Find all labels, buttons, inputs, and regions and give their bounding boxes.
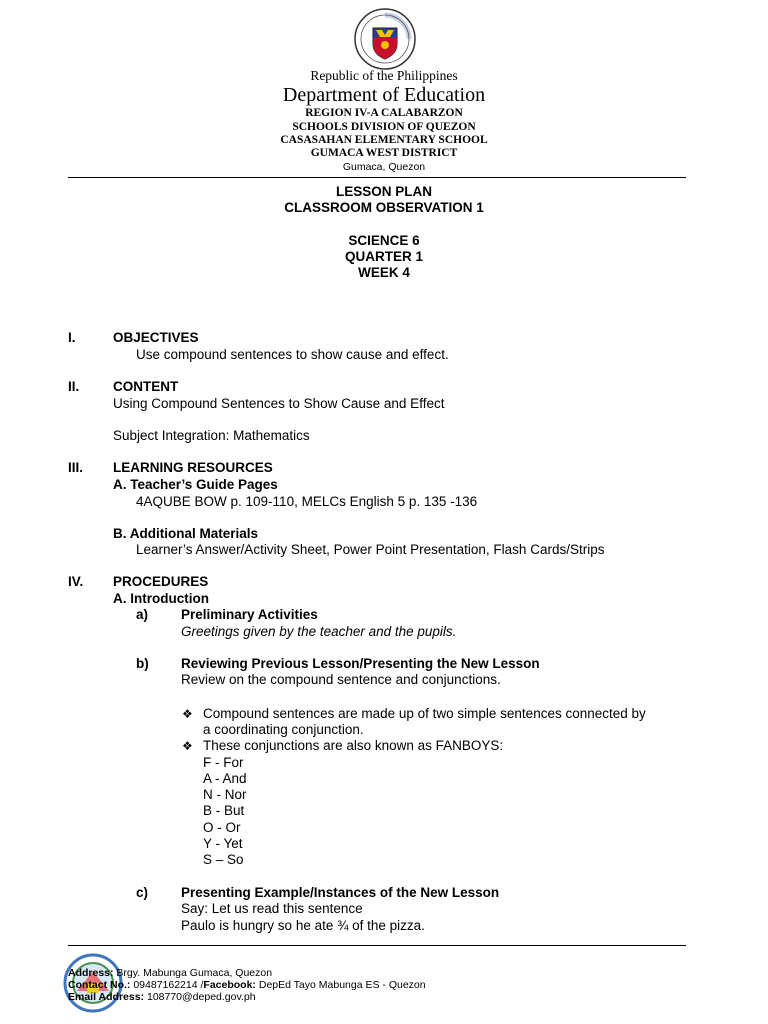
fanboys-item: A - And <box>203 771 247 786</box>
observation-title: CLASSROOM OBSERVATION 1 <box>284 200 484 215</box>
reviewing-text: Review on the compound sentence and conjunctions. <box>181 672 501 687</box>
reviewing-title: Reviewing Previous Lesson/Presenting the New Lesson <box>181 656 540 671</box>
quarter-title: QUARTER 1 <box>344 249 423 264</box>
region-line: REGION IV-A CALABARZON <box>305 107 463 119</box>
bullet-text: a coordinating conjunction. <box>203 722 364 737</box>
district-line: GUMACA WEST DISTRICT <box>310 147 458 159</box>
division-line: SCHOOLS DIVISION OF QUEZON <box>292 121 476 133</box>
section-number: II. <box>68 379 80 394</box>
address-value: Brgy. Mabunga Gumaca, Quezon <box>113 967 273 979</box>
bullet-text: These conjunctions are also known as FANBOYS: <box>203 738 504 753</box>
additional-materials-text: Learner’s Answer/Activity Sheet, Power Point Presentation, Flash Cards/Strips <box>136 542 605 557</box>
republic-line: Republic of the Philippines <box>310 68 458 83</box>
example-sentence: Paulo is hungry so he ate ¾ of the pizza. <box>181 918 425 933</box>
location-line: Gumaca, Quezon <box>342 161 426 173</box>
subject-integration: Subject Integration: Mathematics <box>113 428 310 443</box>
email-label: Email Address: <box>68 991 145 1003</box>
fanboys-item: O - Or <box>203 820 241 835</box>
objectives-heading: OBJECTIVES <box>113 330 199 345</box>
fanboys-item: Y - Yet <box>203 836 243 851</box>
header-divider <box>68 177 686 178</box>
item-label: a) <box>136 607 149 622</box>
deped-seal-icon <box>354 8 416 70</box>
diamond-bullet-icon: ❖ <box>182 707 193 721</box>
fanboys-item: F - For <box>203 755 244 770</box>
facebook-value: DepEd Tayo Mabunga ES - Quezon <box>255 979 426 991</box>
item-label: b) <box>136 656 149 671</box>
preliminary-title: Preliminary Activities <box>181 607 318 622</box>
section-number: I. <box>68 330 76 345</box>
presenting-title: Presenting Example/Instances of the New Lesson <box>181 885 500 900</box>
school-line: CASASAHAN ELEMENTARY SCHOOL <box>280 134 488 146</box>
address-label: Address: <box>68 967 114 979</box>
fanboys-item: S – So <box>203 852 244 867</box>
bullet-text: Compound sentences are made up of two simple sentences connected by <box>203 706 646 721</box>
content-text: Using Compound Sentences to Show Cause and Effect <box>113 396 445 411</box>
contact-value: 09487162214 / <box>130 979 204 991</box>
facebook-label: Facebook: <box>203 979 256 991</box>
section-number: III. <box>68 460 84 475</box>
objectives-text: Use compound sentences to show cause and effect. <box>136 347 449 362</box>
presenting-text: Say: Let us read this sentence <box>181 901 363 916</box>
teachers-guide-heading: A. Teacher’s Guide Pages <box>113 477 278 492</box>
preliminary-text: Greetings given by the teacher and the pupils. <box>181 624 457 639</box>
diamond-bullet-icon: ❖ <box>182 739 193 753</box>
lesson-plan-title: LESSON PLAN <box>335 184 432 199</box>
item-label: c) <box>136 885 149 900</box>
additional-materials-heading: B. Additional Materials <box>113 526 259 541</box>
subject-title: SCIENCE 6 <box>348 233 420 248</box>
fanboys-item: N - Nor <box>203 787 247 802</box>
resources-heading: LEARNING RESOURCES <box>113 460 273 475</box>
email-value: 108770@deped.gov.ph <box>144 991 256 1003</box>
footer-divider <box>68 945 686 946</box>
procedures-heading: PROCEDURES <box>113 574 209 589</box>
section-number: IV. <box>68 574 84 589</box>
department-title: Department of Education <box>282 84 486 106</box>
fanboys-item: B - But <box>203 803 245 818</box>
contact-label: Contact No.: <box>68 979 131 991</box>
week-title: WEEK 4 <box>358 265 410 280</box>
content-heading: CONTENT <box>113 379 179 394</box>
teachers-guide-text: 4AQUBE BOW p. 109-110, MELCs English 5 p. 135 -136 <box>136 494 478 509</box>
introduction-heading: A. Introduction <box>113 591 209 606</box>
